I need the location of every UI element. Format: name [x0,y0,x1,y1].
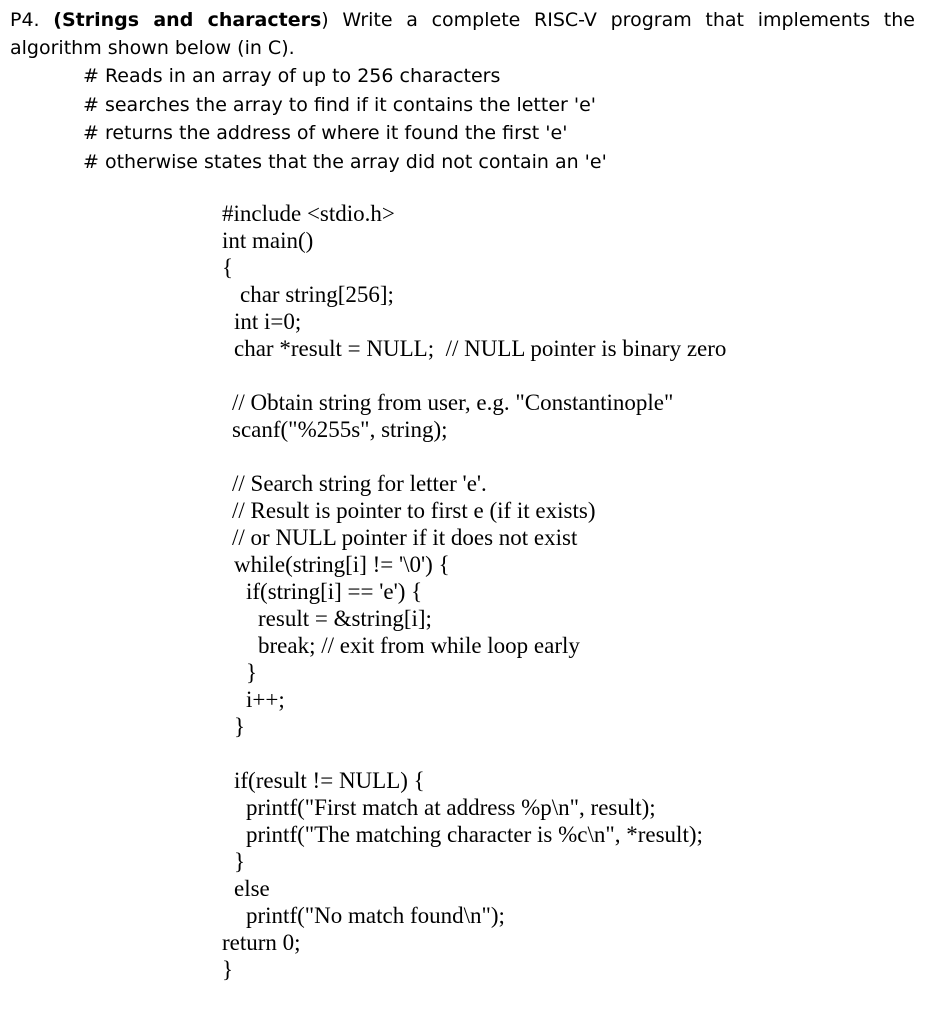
code-line [222,443,726,470]
code-line: result = &string[i]; [258,606,432,631]
problem-topic-open-paren: ( [53,9,62,31]
problem-number: P4. [10,9,40,31]
problem-text: Write a complete RISC-V program that implements the algorithm shown below (in C). [10,9,915,59]
code-line: } [234,849,246,874]
code-line: break; // exit from while loop early [258,633,580,658]
algorithm-comments [83,62,607,176]
comment-line: # otherwise states that the array did not contain an 'e' [83,150,607,173]
code-line: printf("The matching character is %c\n", *result); [246,822,703,847]
code-line: // Result is pointer to first e (if it exists) [232,498,596,523]
comment-line: # returns the address of where it found the first 'e' [83,122,568,144]
code-line: } [246,660,258,685]
comment-line: # searches the array to find if it contains the letter 'e' [83,93,597,116]
code-line: char *result = NULL; // NULL pointer is binary zero [234,336,727,361]
problem-statement [10,6,915,62]
code-line: printf("First match at address %p\n", result); [246,795,656,820]
code-line: int main() [222,228,314,253]
code-line: } [222,957,234,982]
code-line: // Obtain string from user, e.g. "Constantinople" [232,390,674,415]
code-line: else [234,876,270,901]
code-line: // Search string for letter 'e'. [232,471,487,496]
code-line: return 0; [222,930,301,955]
problem-topic: Strings and characters [61,9,322,31]
code-line: while(string[i] != '\0') { [234,552,450,577]
code-line: scanf("%255s", string); [232,417,448,442]
comment-line: # Reads in an array of up to 256 characters [83,65,501,87]
code-line: char string[256]; [240,282,394,307]
code-line: { [222,255,234,280]
code-line: i++; [246,687,285,712]
code-line: if(result != NULL) { [234,768,425,793]
code-line: int i=0; [234,309,302,334]
code-line: printf("No match found\n"); [246,903,505,928]
code-line [222,362,726,389]
problem-topic-close-paren: ) [321,9,329,31]
code-line: if(string[i] == 'e') { [246,579,423,604]
code-line: } [234,714,246,739]
code-line [222,740,726,767]
code-line: #include <stdio.h> [222,201,395,226]
code-line: // or NULL pointer if it does not exist [232,525,578,550]
c-code-listing [222,200,726,983]
